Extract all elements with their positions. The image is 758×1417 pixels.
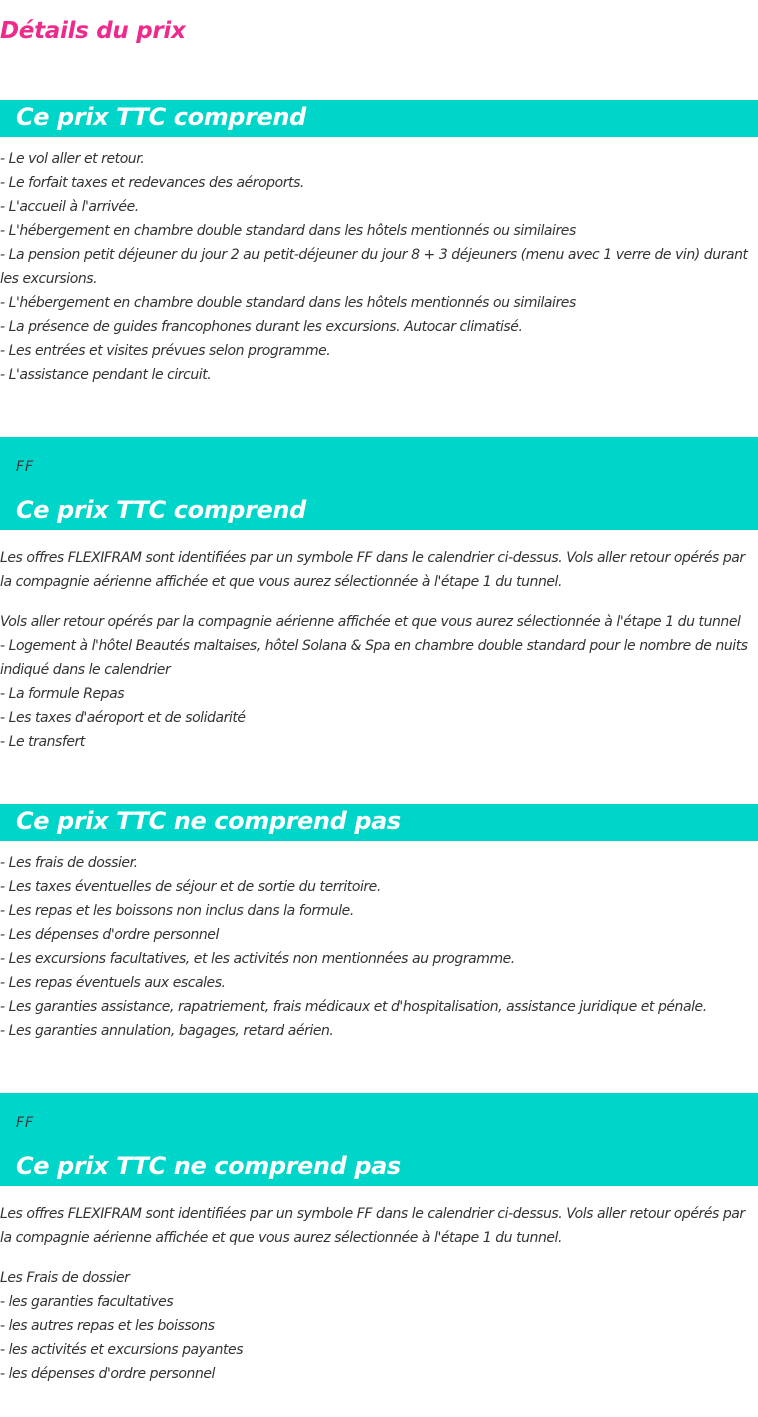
list-item: Les Frais de dossier: [0, 1270, 130, 1286]
list-item: - Les entrées et visites prévues selon programme.: [0, 343, 331, 359]
list-item: - Le transfert: [0, 734, 85, 750]
list-item: - L'accueil à l'arrivée.: [0, 199, 139, 215]
list-item: - La pension petit déjeuner du jour 2 au petit-déjeuner du jour 8 + 3 déjeuners (menu avec 1 verre de vin) durant les excursions.: [0, 247, 748, 287]
not-included-list: [0, 851, 758, 1043]
list-item: - Les frais de dossier.: [0, 855, 138, 871]
ff-included-list: [0, 610, 758, 754]
list-item: - La présence de guides francophones durant les excursions. Autocar climatisé.: [0, 319, 523, 335]
ff-included-header: [0, 437, 758, 530]
ff-not-included-header: [0, 1093, 758, 1186]
list-item: - les dépenses d'ordre personnel: [0, 1366, 216, 1382]
list-item: Vols aller retour opérés par la compagnie aérienne affichée et que vous aurez sélectionnée à l'étape 1 du tunnel: [0, 614, 741, 630]
ff-not-included-body: [0, 1202, 758, 1386]
list-item: - L'assistance pendant le circuit.: [0, 367, 212, 383]
ff-badge: FF: [16, 1115, 35, 1131]
list-item: - L'hébergement en chambre double standard dans les hôtels mentionnés ou similaires: [0, 295, 576, 311]
list-item: - Les repas et les boissons non inclus dans la formule.: [0, 903, 354, 919]
list-item: - Le vol aller et retour.: [0, 151, 145, 167]
ff-not-included-section: [0, 1093, 758, 1186]
not-included-section: [0, 804, 758, 841]
list-item: - les garanties facultatives: [0, 1294, 174, 1310]
ff-included-intro: Les offres FLEXIFRAM sont identifiées par un symbole FF dans le calendrier ci-dessus. Vols aller retour opérés par la compagnie aérienne affichée et que vous aurez sélectionnée à l'étape 1 du tunnel.: [0, 550, 745, 590]
included-list: [0, 147, 758, 387]
included-section: [0, 100, 758, 137]
list-item: - Les taxes éventuelles de séjour et de sortie du territoire.: [0, 879, 381, 895]
ff-included-body: [0, 546, 758, 754]
list-item: - Les repas éventuels aux escales.: [0, 975, 226, 991]
list-item: - Les taxes d'aéroport et de solidarité: [0, 710, 246, 726]
list-item: - L'hébergement en chambre double standard dans les hôtels mentionnés ou similaires: [0, 223, 576, 239]
ff-badge: FF: [16, 459, 35, 475]
ff-not-included-intro: Les offres FLEXIFRAM sont identifiées par un symbole FF dans le calendrier ci-dessus. Vols aller retour opérés par la compagnie aérienne affichée et que vous aurez sélectionnée à l'étape 1 du tunnel.: [0, 1206, 745, 1246]
list-item: - La formule Repas: [0, 686, 125, 702]
list-item: - Les garanties annulation, bagages, retard aérien.: [0, 1023, 334, 1039]
list-item: - Les excursions facultatives, et les activités non mentionnées au programme.: [0, 951, 515, 967]
not-included-header: [0, 804, 758, 841]
list-item: - Logement à l'hôtel Beautés maltaises, hôtel Solana & Spa en chambre double standard pour le nombre de nuits indiqué dans le calendrier: [0, 638, 748, 678]
list-item: - Les garanties assistance, rapatriement, frais médicaux et d'hospitalisation, assistance juridique et pénale.: [0, 999, 707, 1015]
list-item: - Le forfait taxes et redevances des aéroports.: [0, 175, 304, 191]
included-header: [0, 100, 758, 137]
list-item: - les autres repas et les boissons: [0, 1318, 215, 1334]
ff-not-included-title: Ce prix TTC ne comprend pas: [16, 1152, 401, 1180]
ff-included-section: [0, 437, 758, 530]
list-item: - les activités et excursions payantes: [0, 1342, 244, 1358]
ff-not-included-list: [0, 1266, 758, 1386]
not-included-title: Ce prix TTC ne comprend pas: [16, 807, 401, 835]
list-item: - Les dépenses d'ordre personnel: [0, 927, 219, 943]
page-title: Détails du prix: [0, 18, 186, 44]
ff-included-title: Ce prix TTC comprend: [16, 496, 306, 524]
included-title: Ce prix TTC comprend: [16, 103, 306, 131]
